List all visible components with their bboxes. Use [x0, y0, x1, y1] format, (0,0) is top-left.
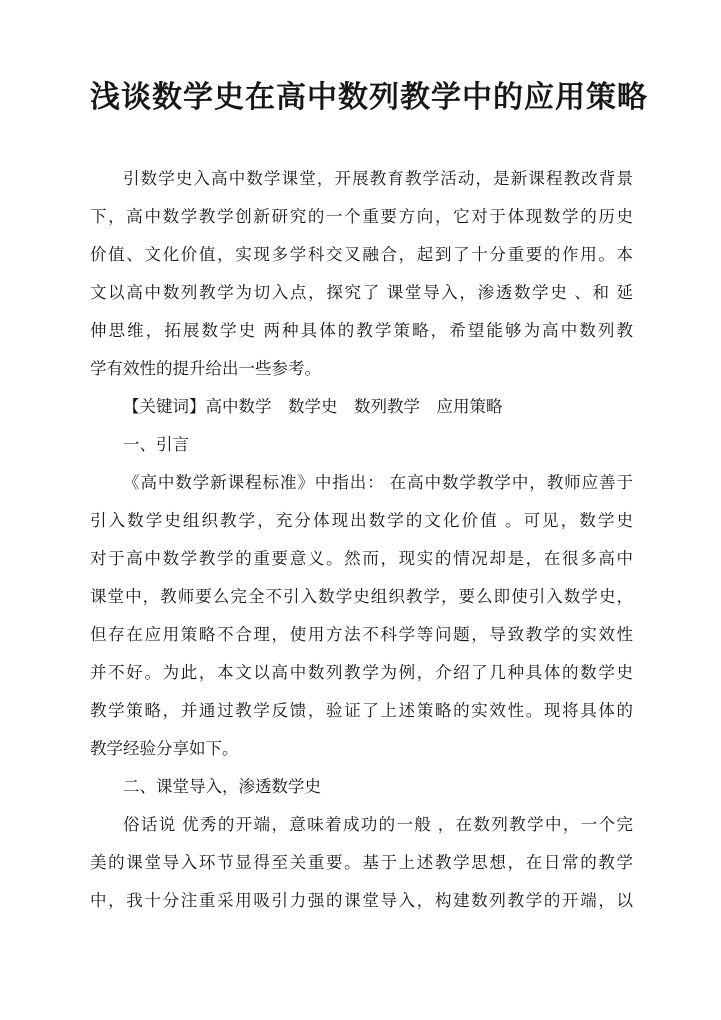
text-line: 中，我十分注重采用吸引力强的课堂导入，构建数列教学的开端，以: [90, 891, 633, 910]
text-line: 引入数学史组织教学，充分体现出数学的文化价值 。可见，数学史: [90, 511, 633, 530]
text-line: 学有效性的提升给出一些参考。: [90, 359, 321, 378]
text-line: 《高中数学新课程标准》中指出： 在高中数学教学中，教师应善于: [123, 473, 633, 492]
document-body: [90, 160, 633, 920]
text-line: 文以高中数列教学为切入点，探究了 课堂导入，渗透数学史 、和 延: [90, 283, 633, 302]
text-line: 引数学史入高中数学课堂，开展教育教学活动，是新课程教改背景: [123, 169, 633, 188]
abstract-paragraph: [90, 160, 633, 388]
text-line: 并不好。为此，本文以高中数列教学为例，介绍了几种具体的数学史: [90, 663, 633, 682]
section-2-heading: [90, 768, 633, 806]
text-line: 价值、文化价值，实现多学科交叉融合，起到了十分重要的作用。本: [90, 245, 633, 264]
section-2-paragraph: [90, 806, 633, 920]
introduction-paragraph: [90, 464, 633, 768]
text-line: 【关键词】高中数学 数学史 数列教学 应用策略: [123, 397, 503, 416]
text-line: 一、引言: [123, 435, 189, 454]
section-1-heading: [90, 426, 633, 464]
text-line: 俗话说 优秀的开端，意味着成功的一般 ，在数列教学中，一个完: [123, 815, 633, 834]
text-line: 教学经验分享如下。: [90, 739, 239, 758]
text-line: 下，高中数学教学创新研究的一个重要方向，它对于体现数学的历史: [90, 207, 633, 226]
text-line: 美的课堂导入环节显得至关重要。基于上述教学思想，在日常的教学: [90, 853, 633, 872]
text-line: 二、课堂导入，渗透数学史: [123, 777, 321, 796]
text-line: 但存在应用策略不合理，使用方法不科学等问题，导致教学的实效性: [90, 625, 633, 644]
text-line: 教学策略，并通过教学反馈，验证了上述策略的实效性。现将具体的: [90, 701, 633, 720]
text-line: 课堂中，教师要么完全不引入数学史组织教学，要么即使引入数学史，: [90, 587, 633, 606]
text-line: 伸思维，拓展数学史 两种具体的教学策略，希望能够为高中数列教: [90, 321, 633, 340]
document-title: 浅谈数学史在高中数列教学中的应用策略: [90, 81, 648, 114]
keywords-line: [90, 388, 633, 426]
text-line: 对于高中数学教学的重要意义。然而，现实的情况却是，在很多高中: [90, 549, 633, 568]
